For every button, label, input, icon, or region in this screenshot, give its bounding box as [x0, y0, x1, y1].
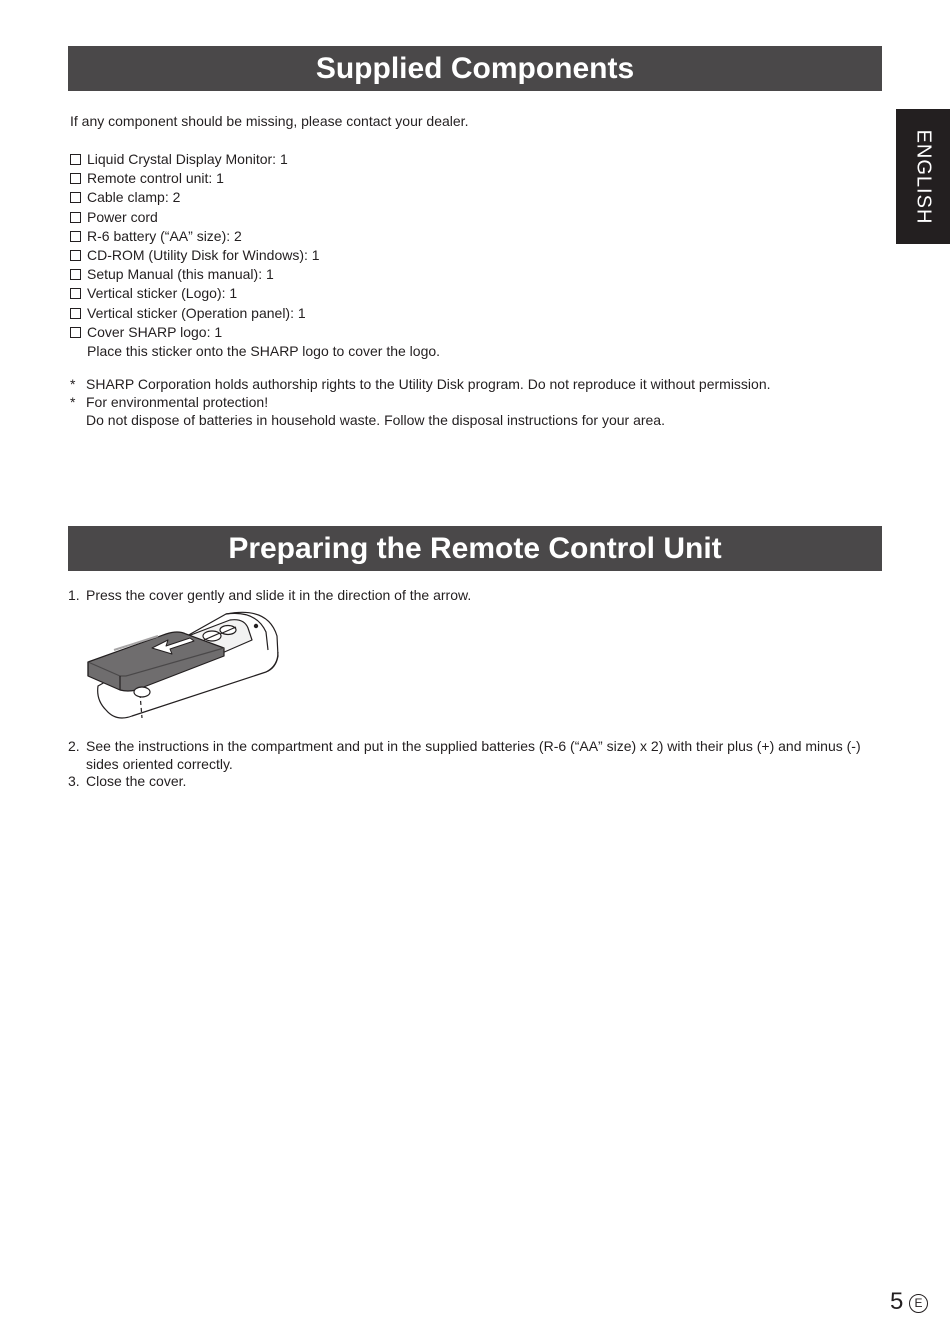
checkbox-icon — [70, 192, 81, 203]
checklist-item: CD-ROM (Utility Disk for Windows): 1 — [70, 246, 440, 265]
checklist-item: Vertical sticker (Operation panel): 1 — [70, 304, 440, 323]
step-number: 1. — [68, 587, 80, 603]
step-1 — [68, 587, 886, 605]
note-text: Do not dispose of batteries in household waste. Follow the disposal instructions for your area. — [86, 412, 665, 428]
checklist-item: Vertical sticker (Logo): 1 — [70, 284, 440, 303]
asterisk-mark: * — [70, 394, 76, 410]
checkbox-icon — [70, 288, 81, 299]
note-item — [70, 393, 771, 411]
step-number: 3. — [68, 773, 80, 789]
step-3 — [68, 773, 886, 791]
checkbox-icon — [70, 231, 81, 242]
checklist-item: Power cord — [70, 208, 440, 227]
component-checklist — [70, 150, 440, 361]
checkbox-icon — [70, 154, 81, 165]
checkbox-icon — [70, 327, 81, 338]
checklist-item: R-6 battery (“AA” size): 2 — [70, 227, 440, 246]
page-number: 5 — [890, 1288, 904, 1315]
checklist-item: Liquid Crystal Display Monitor: 1 — [70, 150, 440, 169]
checklist-item: Setup Manual (this manual): 1 — [70, 265, 440, 284]
step-text: See the instructions in the compartment and put in the supplied batteries (R-6 (“AA” size) x 2) with their plus (+) and minus (-) sides oriented correctly. — [86, 738, 861, 772]
step-2 — [68, 738, 886, 773]
checklist-item: Cable clamp: 2 — [70, 188, 440, 207]
checklist-item: Remote control unit: 1 — [70, 169, 440, 188]
note-item-continued — [70, 411, 771, 429]
note-text: For environmental protection! — [86, 394, 269, 410]
step-text: Close the cover. — [86, 773, 187, 789]
step-text: Press the cover gently and slide it in the direction of the arrow. — [86, 587, 472, 603]
checkbox-icon — [70, 250, 81, 261]
note-item — [70, 375, 771, 393]
notes-block — [70, 375, 771, 429]
checklist-item: Cover SHARP logo: 1 — [70, 323, 440, 342]
checkbox-icon — [70, 269, 81, 280]
checkbox-icon — [70, 212, 81, 223]
language-tab — [896, 109, 950, 244]
remote-control-heading: Preparing the Remote Control Unit — [68, 526, 882, 571]
checkbox-icon — [70, 173, 81, 184]
checkbox-icon — [70, 308, 81, 319]
step-number: 2. — [68, 738, 80, 754]
remote-battery-cover-illustration — [80, 606, 285, 722]
circled-e-mark: E — [909, 1294, 928, 1313]
intro-text: If any component should be missing, please contact your dealer. — [70, 113, 469, 129]
asterisk-mark: * — [70, 376, 76, 392]
language-tab-label: ENGLISH — [912, 129, 935, 224]
supplied-components-heading: Supplied Components — [68, 46, 882, 91]
note-text: SHARP Corporation holds authorship rights to the Utility Disk program. Do not reproduce it without permission. — [86, 376, 771, 392]
checklist-item-subtext: Place this sticker onto the SHARP logo to cover the logo. — [87, 342, 441, 359]
